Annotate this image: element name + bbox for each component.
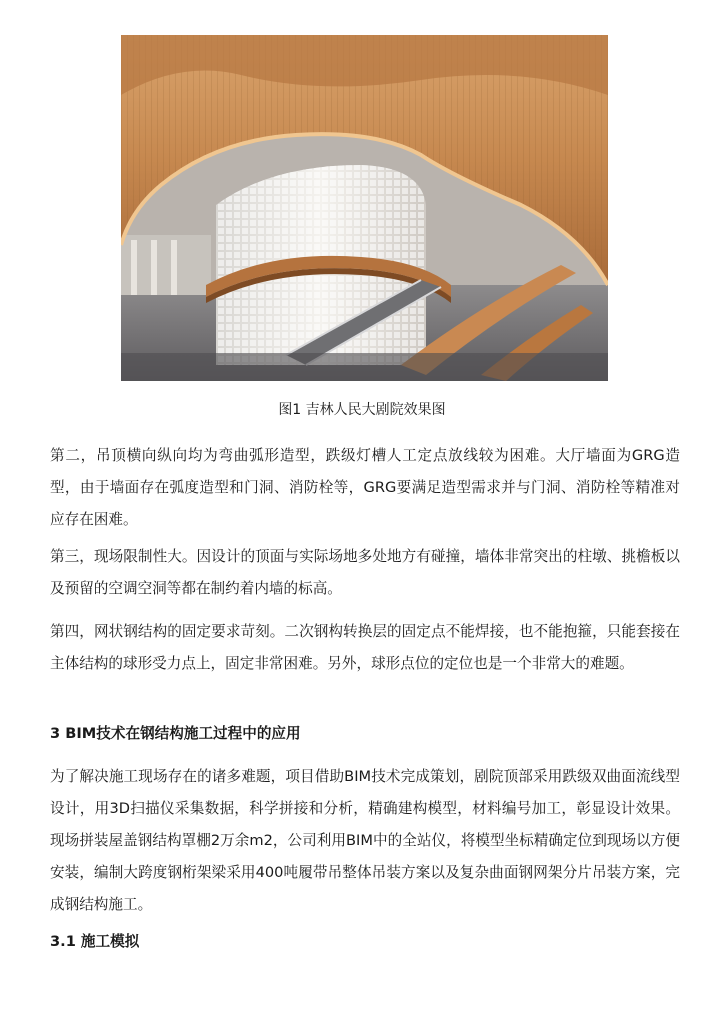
figure-caption: 图1 吉林人民大剧院效果图: [278, 402, 446, 418]
theater-render-image: [121, 35, 608, 381]
paragraph-third-difficulty: 第三，现场限制性大。因设计的顶面与实际场地多处地方有碰撞，墙体非常突出的柱墩、挑檐板以及预留的空调空洞等都在制约着内墙的标高。: [50, 548, 680, 597]
section-heading-bim-application: 3 BIM技术在钢结构施工过程中的应用: [50, 725, 301, 742]
subsection-heading-construction-simulation: 3.1 施工模拟: [50, 933, 140, 950]
paragraph-fourth-difficulty: 第四，网状钢结构的固定要求苛刻。二次钢构转换层的固定点不能焊接，也不能抱箍，只能套接在主体结构的球形受力点上，固定非常困难。另外，球形点位的定位也是一个非常大的难题。: [50, 623, 680, 672]
paragraph-bim-solution: 为了解决施工现场存在的诸多难题，项目借助BIM技术完成策划，剧院顶部采用跌级双曲面流线型设计，用3D扫描仪采集数据，科学拼接和分析，精确建构模型，材料编号加工，彰显设计效果。现场拼装屋盖钢结构罩棚2万余m2，公司利用BIM中的全站仪，将模型坐标精确定位到现场以方便安装，编制大跨度钢桁架梁采用400吨履带吊整体吊装方案以及复杂曲面钢网架分片吊装方案，完成钢结构施工。: [50, 768, 680, 913]
paragraph-second-difficulty: 第二，吊顶横向纵向均为弯曲弧形造型，跌级灯槽人工定点放线较为困难。大厅墙面为GRG造型，由于墙面存在弧度造型和门洞、消防栓等，GRG要满足造型需求并与门洞、消防栓等精准对应存在困难。: [50, 447, 680, 528]
